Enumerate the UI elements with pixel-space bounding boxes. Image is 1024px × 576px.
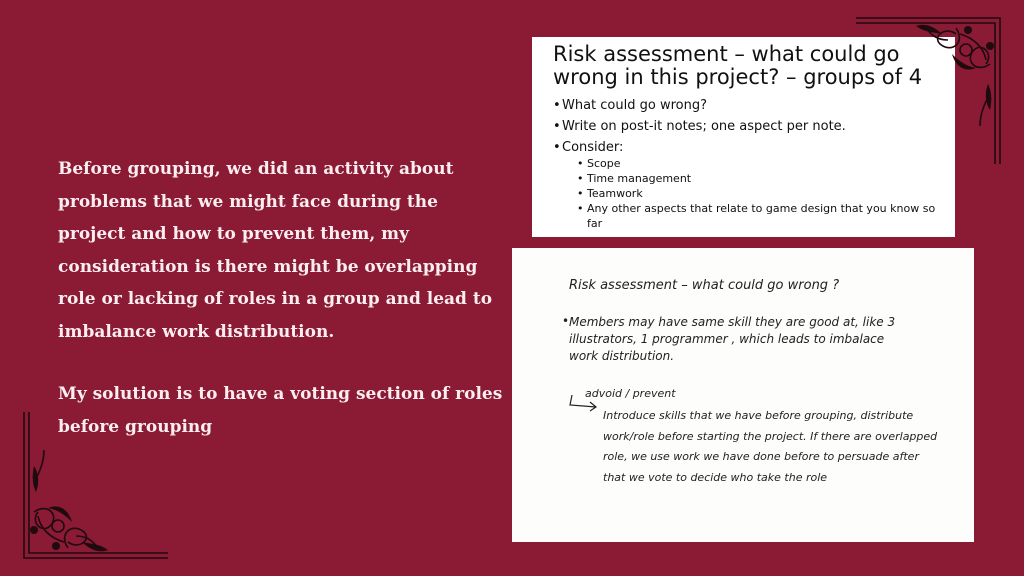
slide-sub-bullet: • Scope xyxy=(562,157,939,172)
description-paragraph-solution: My solution is to have a voting section of roles before grouping xyxy=(58,384,503,437)
slide-title: Risk assessment – what could go wrong in this project? – groups of 4 xyxy=(553,42,923,89)
ornament-bottom-left-icon xyxy=(18,412,168,562)
slide-bullet-label: Consider: xyxy=(562,140,624,155)
handwritten-prevent-text: Introduce skills that we have before grouping, distribute work/role before starting the project. If there are overlapped role, we use work we have done before to persuade after that we vote to decide who take the role xyxy=(603,409,938,484)
handwritten-notes xyxy=(512,248,974,542)
slide-bullet: • What could go wrong? xyxy=(553,97,939,114)
handwritten-bullet: Members may have same skill they are good at, like 3 illustrators, 1 programmer , which leads to imbalace work distribution. xyxy=(569,315,896,363)
slide-sub-bullet: • Time management xyxy=(562,172,939,187)
handwritten-prevent-label: advoid / prevent xyxy=(585,387,676,400)
description-text xyxy=(58,153,508,443)
slide-sub-bullet: • Any other aspects that relate to game design that you know so far xyxy=(562,202,939,231)
bullet-dot-icon: • xyxy=(562,314,570,328)
handwritten-title: Risk assessment – what could go wrong ? xyxy=(569,278,840,293)
slide-sub-bullet: • Teamwork xyxy=(562,187,939,202)
slide-bullet: • Write on post-it notes; one aspect per note. xyxy=(553,118,939,135)
slide-sub-bullet-list xyxy=(562,157,939,231)
description-paragraph-problem: Before grouping, we did an activity about problems that we might face during the project and how to prevent them, my consideration is there might be overlapping role or lacking of roles in a group and lead to imbalance work distribution. xyxy=(58,159,493,342)
ornament-top-right-icon xyxy=(856,14,1006,164)
